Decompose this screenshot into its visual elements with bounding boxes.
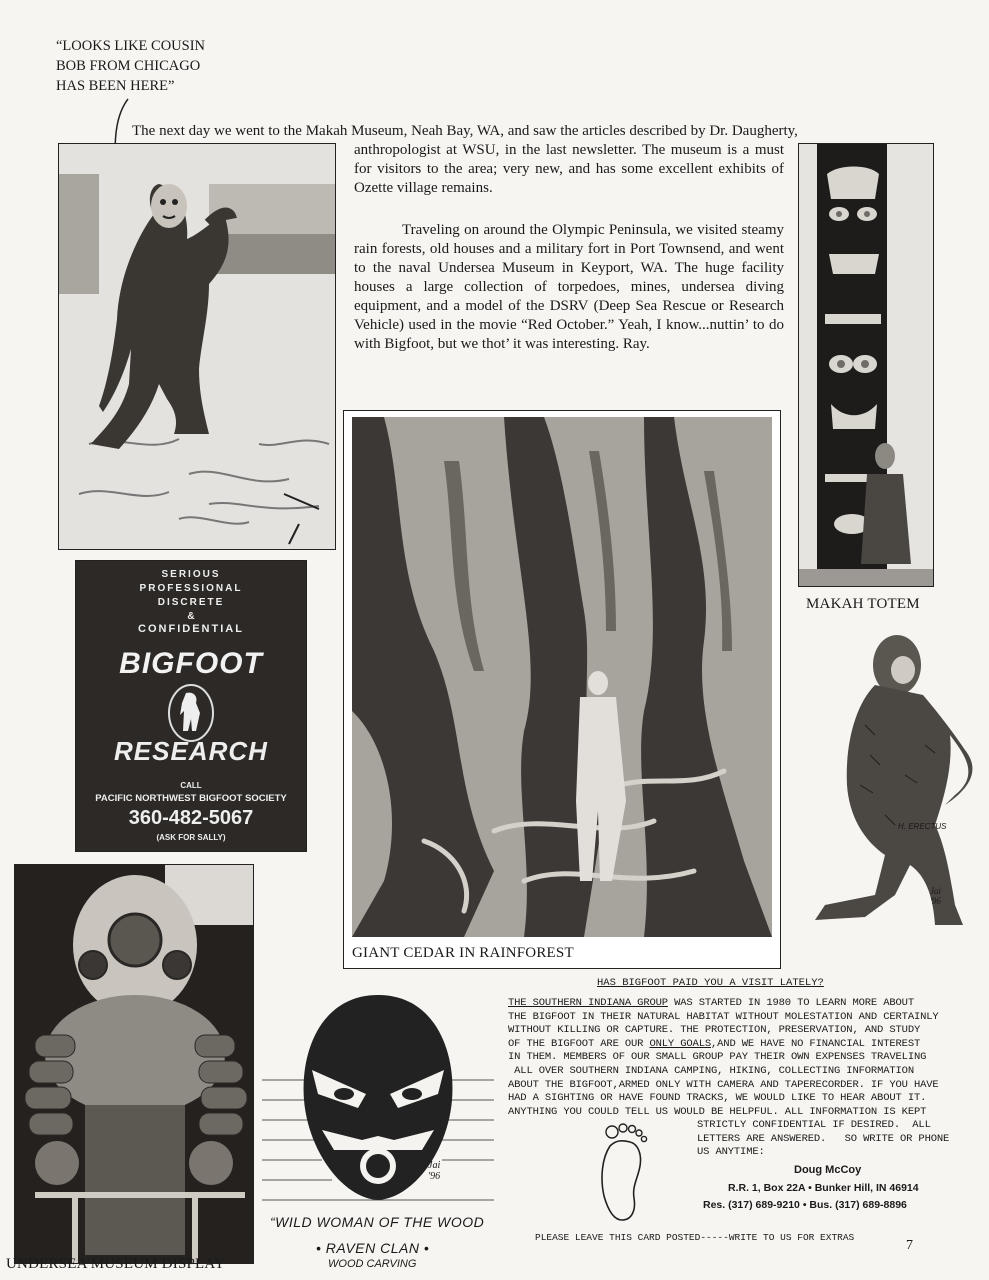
undersea-museum-caption: UNDERSEA MUSEUM DISPLAY [6, 1256, 226, 1272]
poster-line-discrete: DISCRETE [157, 597, 225, 608]
card-contact-address: R.R. 1, Box 22A • Bunker Hill, IN 46914 [728, 1182, 919, 1194]
giant-cedar-caption: GIANT CEDAR IN RAINFOREST [352, 945, 574, 961]
page-number: 7 [906, 1238, 913, 1253]
bigfoot-drawing-signature: Jai '96 [930, 886, 941, 906]
poster-line-confidential: CONFIDENTIAL [138, 623, 244, 635]
card-contact-name: Doug McCoy [794, 1164, 862, 1176]
poster-phone: 360-482-5067 [128, 807, 254, 829]
footprint-icon [592, 1118, 654, 1224]
giant-cedar-photo [343, 410, 781, 969]
poster-call: CALL [180, 781, 202, 790]
wild-woman-caption: “WILD WOMAN OF THE WOOD [270, 1214, 485, 1230]
card-body-closing: STRICTLY CONFIDENTIAL IF DESIRED. ALL LETTERS ARE ANSWERED. SO WRITE OR PHONE US ANYTIME: [697, 1119, 950, 1159]
article-paragraph-museum: anthropologist at WSU, in the last newsletter. The museum is a must for visitors to the area; very new, and has some excellent exhibits of Ozette village remains. [354, 142, 784, 196]
bigfoot-h-erectus-drawing [785, 625, 985, 945]
h-erectus-label: H. ERECTUS [898, 822, 947, 831]
bigfoot-costume-photo [58, 143, 336, 550]
card-only-goals: ONLY GOALS [649, 1037, 711, 1050]
card-body [508, 997, 978, 1119]
poster-line-serious: SERIOUS [161, 569, 221, 580]
poster-line-ampersand: & [187, 611, 195, 622]
raven-clan-caption: • RAVEN CLAN • [316, 1240, 430, 1256]
makah-totem-photo [798, 143, 934, 587]
bigfoot-research-poster [75, 560, 307, 852]
mask-signature: Jai '96 [428, 1160, 441, 1182]
poster-ask-for: (ASK FOR SALLY) [156, 833, 226, 842]
card-body-a: WAS STARTED IN 1980 TO LEARN MORE ABOUT THE BIGFOOT IN THEIR NATURAL HABITAT WITHOUT MOLESTATION AND CERTAINLY WITHOUT KILLING OR CAPTURE. THE PROTECTION, PRESERVATION, AND STUDY OF THE BIGFOOT ARE OUR [508, 997, 939, 1050]
bigfoot-costume-figure [59, 144, 335, 549]
bigfoot-silhouette-icon [166, 683, 216, 743]
diving-suit-figure [15, 865, 253, 1263]
poster-title-research: RESEARCH [114, 736, 268, 766]
raven-clan-mask-drawing [262, 990, 494, 1212]
bigfoot-quote: “LOOKS LIKE COUSIN BOB FROM CHICAGO HAS BEEN HERE” [56, 38, 206, 94]
makah-totem-caption: MAKAH TOTEM [806, 596, 920, 612]
card-group-name: THE SOUTHERN INDIANA GROUP [508, 997, 668, 1009]
undersea-diving-suit-photo [14, 864, 254, 1264]
poster-society-name: PACIFIC NORTHWEST BIGFOOT SOCIETY [95, 793, 287, 804]
wood-carving-caption: WOOD CARVING [328, 1258, 417, 1270]
poster-title-bigfoot: BIGFOOT [119, 647, 263, 680]
poster-line-professional: PROFESSIONAL [139, 583, 243, 594]
card-body-b: ,AND WE HAVE NO FINANCIAL INTEREST IN THEM. MEMBERS OF OUR SMALL GROUP PAY THEIR OWN EXPENSES TRAVELING ALL OVER SOUTHERN INDIANA CAMPING, HIKING, COLLECTING INFORMATION ABOUT THE BIGFOOT,ARMED ONLY WITH CAMERA AND TAPERECORDER. IF YOU HAVE HAD A SIGHTING OR HAVE FOUND TRACKS, WE WOULD LIKE TO HEAR ABOUT IT. ANYTHING YOU COULD TELL US WOULD BE HELPFUL. ALL INFORMATION IS KEPT [508, 1037, 939, 1118]
card-heading: HAS BIGFOOT PAID YOU A VISIT LATELY? [597, 977, 824, 989]
totem-pole-figure [799, 144, 933, 586]
article-paragraph-travel: Traveling on around the Olympic Peninsula, we visited steamy rain forests, old houses and a military fort in Port Townsend, and went to the naval Undersea Museum in Keyport, WA. The huge facility houses a large collection of torpedoes, mines, undersea diving equipment, and a model of the DSRV (Deep Sea Rescue or Research Vehicle) used in the movie “Red October.” Yeah, I know...nuttin’ to do with Bigfoot, but we thot’ it was interesting. Ray. [354, 222, 784, 352]
card-contact-phone: Res. (317) 689-9210 • Bus. (317) 689-8896 [703, 1199, 907, 1211]
article-first-line: The next day we went to the Makah Museum, Neah Bay, WA, and saw the articles described by Dr. Daugherty, [132, 123, 798, 139]
card-footer: PLEASE LEAVE THIS CARD POSTED-----WRITE TO US FOR EXTRAS [535, 1232, 855, 1243]
giant-cedar-figure [344, 411, 780, 941]
